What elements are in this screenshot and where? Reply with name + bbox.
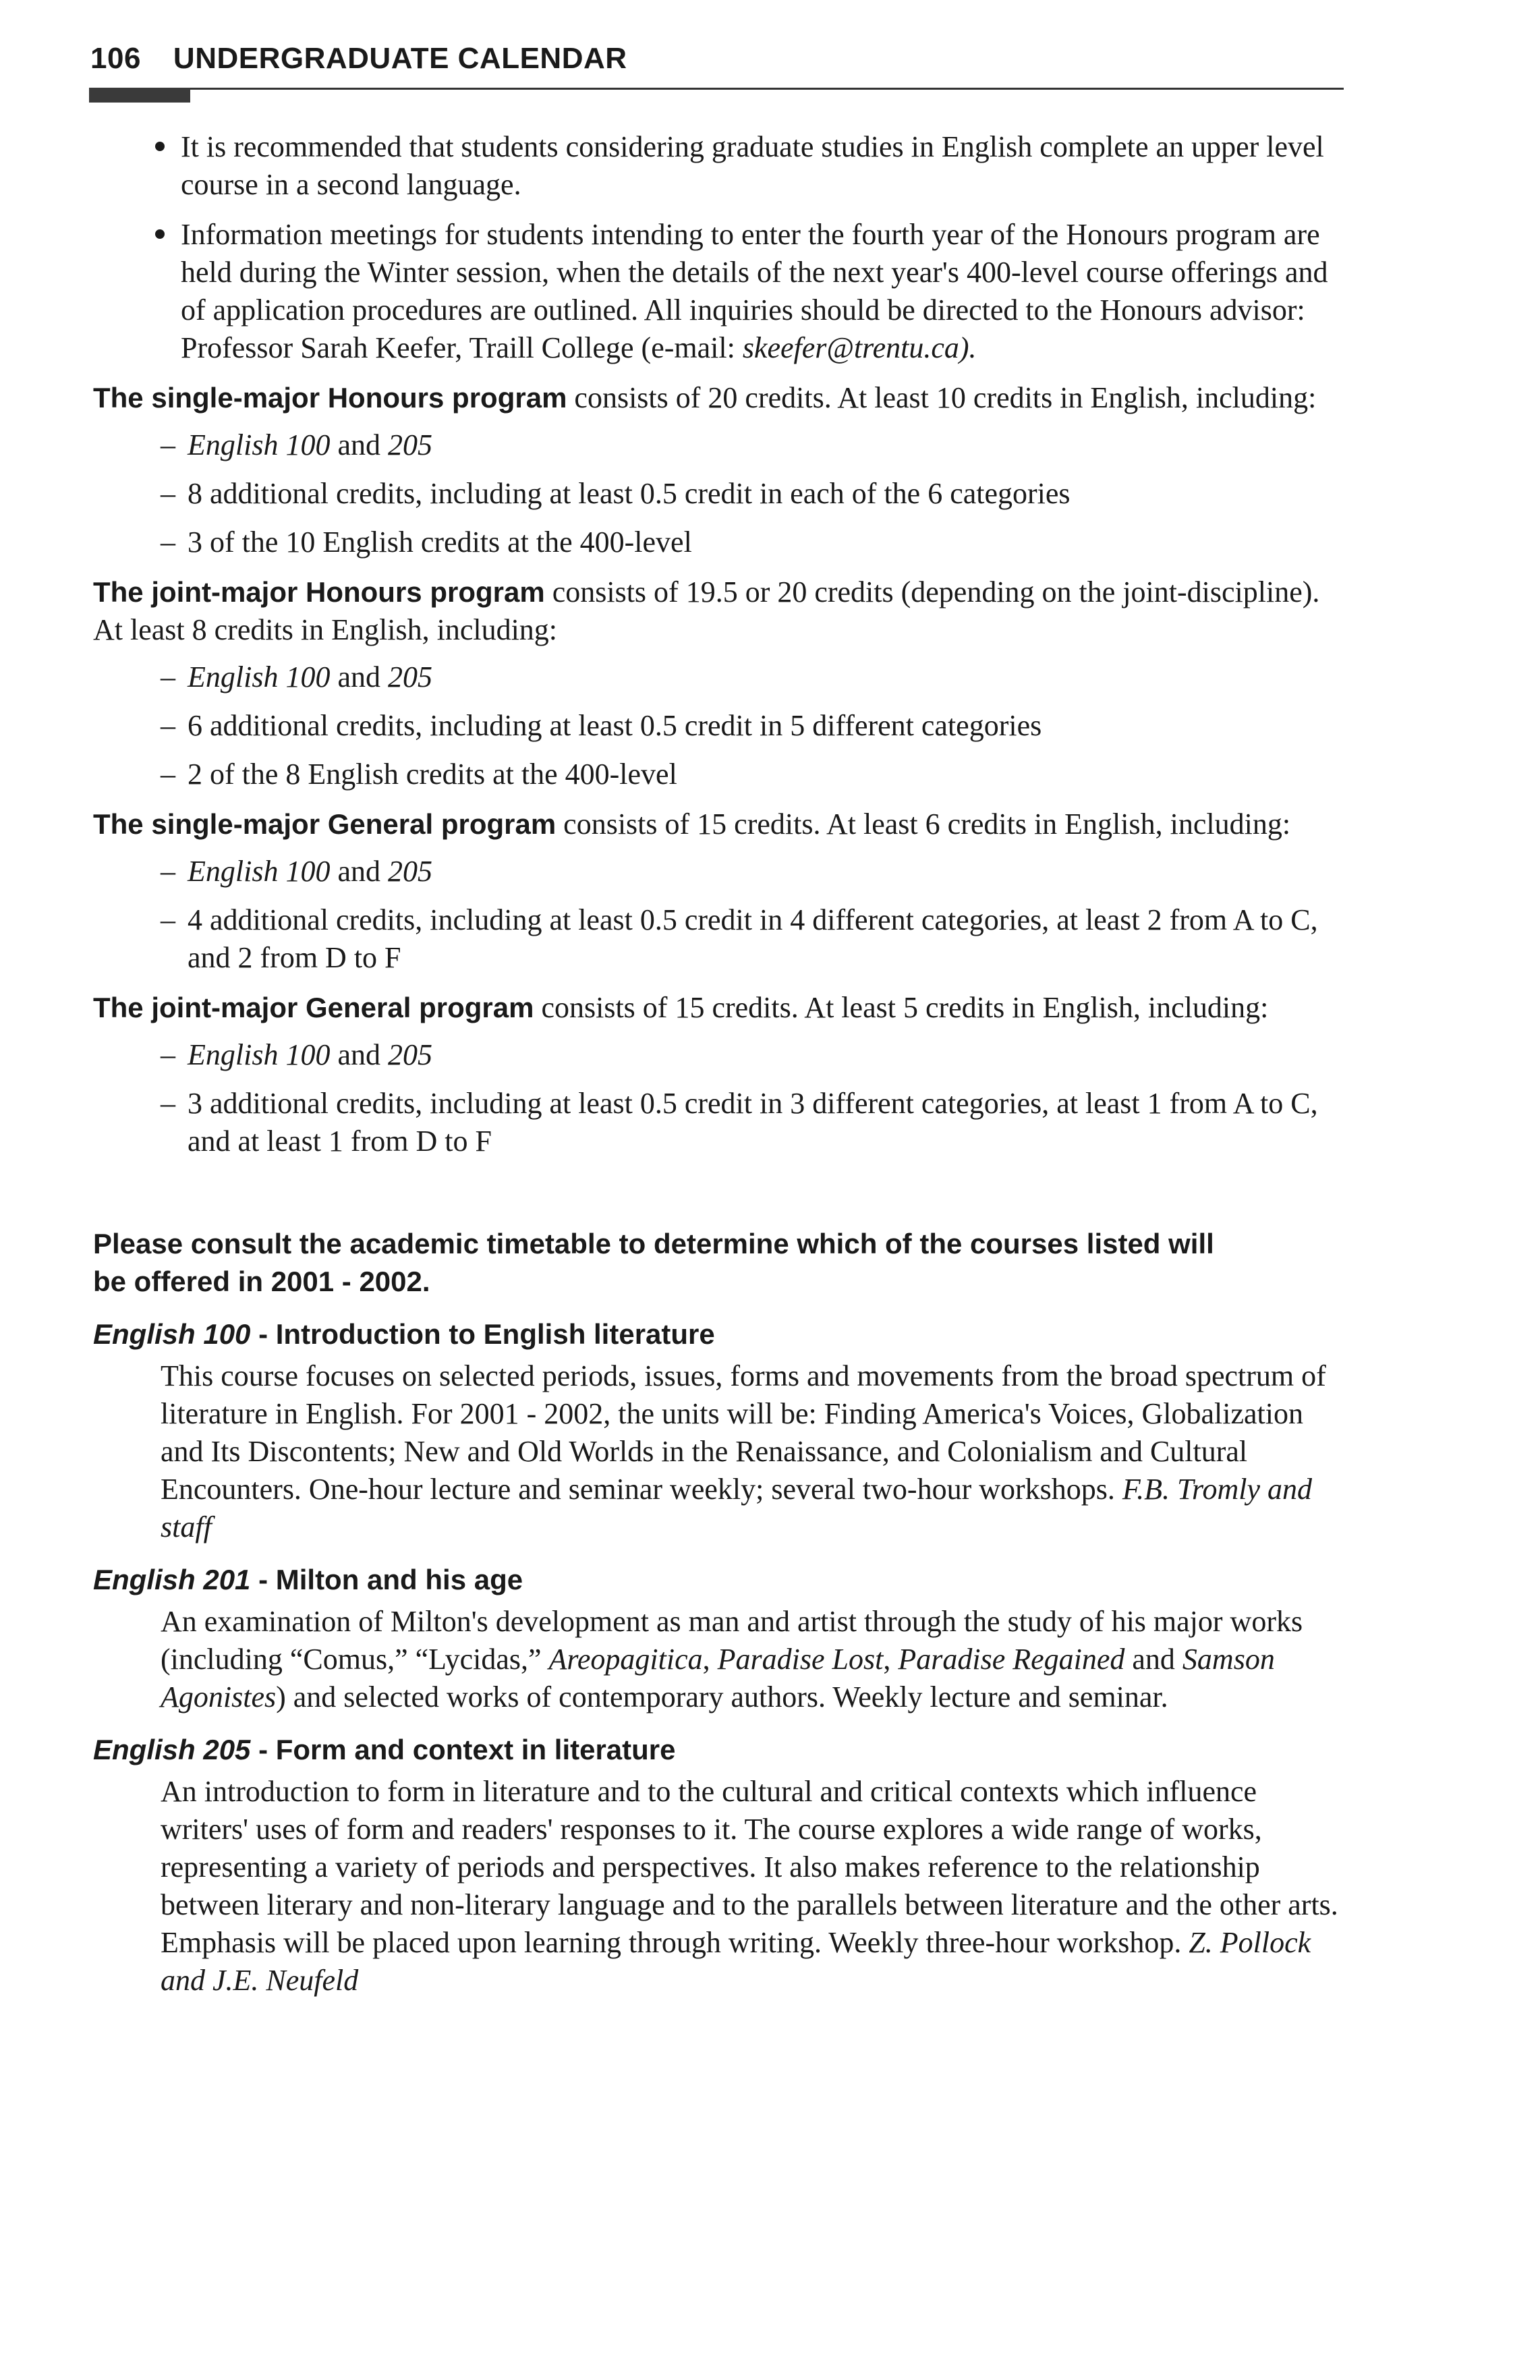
program-title: The single-major Honours program (93, 382, 567, 414)
program-joint-major-general (93, 989, 1341, 1160)
course-instructors: F.B. Tromly and staff (161, 1473, 1313, 1543)
program-summary: consists of 19.5 or 20 credits (depending on the joint-discipline). At least 8 credits in English, including: (93, 575, 1320, 646)
course-english-205 (93, 1731, 1341, 2000)
program-summary: consists of 15 credits. At least 5 credits in English, including: (534, 991, 1269, 1024)
page-header (90, 42, 627, 76)
program-title: The joint-major General program (93, 992, 534, 1023)
program-joint-major-honours (93, 573, 1341, 793)
list-item: – 4 additional credits, including at least 0.5 credit in 4 different categories, at least 2 from A to C, and 2 from D to F (161, 903, 1318, 974)
program-title: The joint-major Honours program (93, 576, 545, 608)
program-single-major-honours (93, 379, 1341, 561)
program-single-major-general (93, 805, 1341, 977)
course-description: An introduction to form in literature and to the cultural and critical contexts which influence writers' uses of form and readers' responses to it. The course explores a wide range of works, representing a variety of periods and perspectives. It also makes reference to the relationship between literary and non-literary language and to the parallels between literature and the other arts. Emphasis will be placed upon learning through writing. Weekly three-hour workshop. Z. Pollock and J.E. Neufeld (161, 1775, 1338, 1997)
running-title: UNDERGRADUATE CALENDAR (173, 42, 627, 75)
course-english-100 (93, 1315, 1341, 1546)
program-title: The single-major General program (93, 808, 557, 840)
requirement-list (161, 426, 1341, 561)
course-instructors: Z. Pollock and J.E. Neufeld (161, 1926, 1311, 1997)
course-description: An examination of Milton's development as man and artist through the study of his major works (including “Comus,” “Lycidas,” Areopagitica, Paradise Lost, Paradise Regained and Samson Agonistes) and selected works of contemporary authors. Weekly lecture and seminar. (161, 1605, 1303, 1713)
course-title: English 201 - Milton and his age (93, 1564, 523, 1595)
list-item: – 6 additional credits, including at least 0.5 credit in 5 different categories (161, 709, 1042, 742)
program-summary: consists of 15 credits. At least 6 credits in English, including: (556, 808, 1291, 841)
list-item: – English 100 and 205 (161, 428, 432, 461)
requirement-list (161, 1036, 1341, 1160)
requirement-list (161, 853, 1341, 977)
page-number: 106 (90, 42, 141, 75)
bullet-icon (155, 142, 165, 151)
list-item: – English 100 and 205 (161, 660, 432, 693)
recommendation-list (155, 128, 1341, 367)
list-item: – 3 additional credits, including at least 0.5 credit in 3 different categories, at least 1 from A to C, and at least 1 from D to F (161, 1087, 1318, 1158)
list-item: Information meetings for students intending to enter the fourth year of the Honours program are held during the Winter session, when the details of the next year's 400-level course offerings and of application procedures are outlined. All inquiries should be directed to the Honours advisor: Professor Sarah Keefer, Traill College (e-mail: skeefer@trentu.ca). (155, 216, 1341, 367)
course-title: English 205 - Form and context in literature (93, 1734, 676, 1765)
advisor-email: skeefer@trentu.ca). (742, 331, 977, 364)
list-item: – 2 of the 8 English credits at the 400-level (161, 758, 677, 791)
bullet-icon (155, 229, 165, 239)
course-description: This course focuses on selected periods, issues, forms and movements from the broad spectrum of literature in English. For 2001 - 2002, the units will be: Finding America's Voices, Globalization and Its Discontents; New and Old Worlds in the Renaissance, and Colonialism and Cultural Encounters. One-hour lecture and seminar weekly; several two-hour workshops. F.B. Tromly and staff (161, 1359, 1326, 1543)
course-english-201 (93, 1561, 1341, 1716)
list-item: – English 100 and 205 (161, 855, 432, 888)
timetable-notice: Please consult the academic timetable to determine which of the courses listed will be offered in 2001 - 2002. (93, 1228, 1214, 1297)
header-rule-block (89, 88, 190, 103)
list-item: It is recommended that students considering graduate studies in English complete an upper level course in a second language. (155, 128, 1341, 204)
program-summary: consists of 20 credits. At least 10 credits in English, including: (567, 381, 1317, 414)
course-title: English 100 - Introduction to English literature (93, 1318, 715, 1350)
list-item: – 8 additional credits, including at least 0.5 credit in each of the 6 categories (161, 477, 1071, 510)
page-content (93, 128, 1341, 2000)
list-item: – 3 of the 10 English credits at the 400-level (161, 526, 692, 559)
requirement-list (161, 658, 1341, 793)
header-rule-line (190, 88, 1344, 90)
list-item: – English 100 and 205 (161, 1038, 432, 1071)
